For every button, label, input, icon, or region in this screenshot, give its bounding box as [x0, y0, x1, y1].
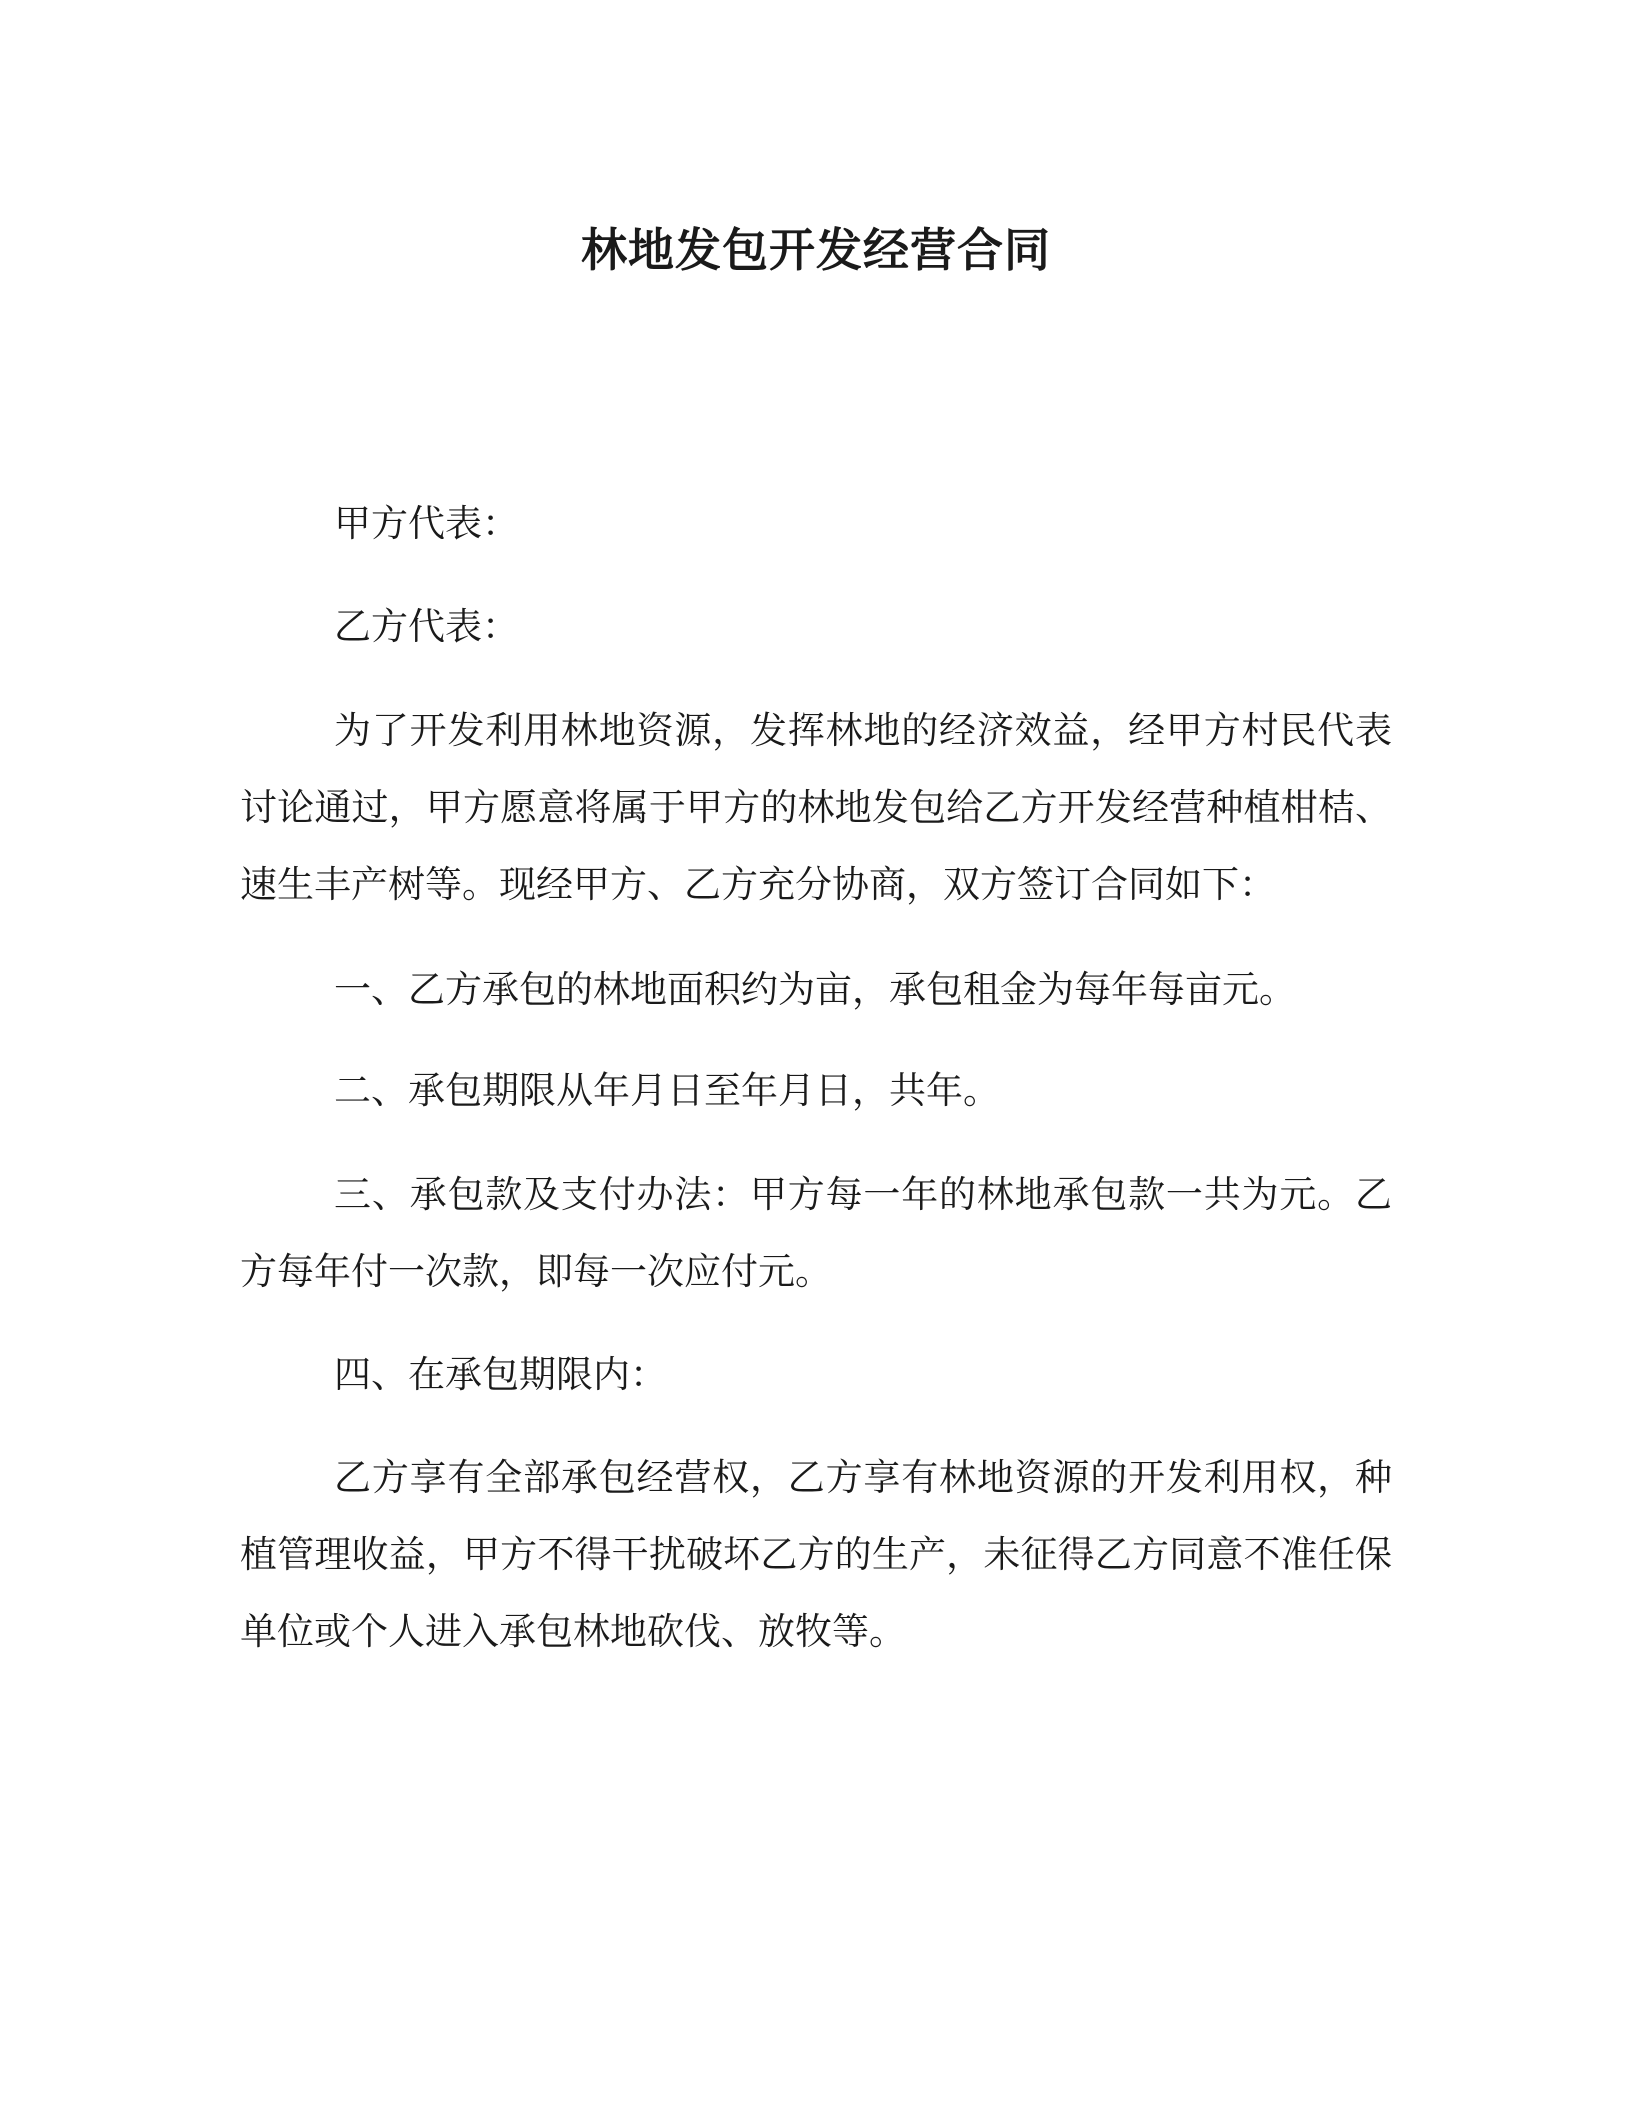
party-b-representative: 乙方代表：: [334, 605, 519, 648]
clause-2-term: 二、承包期限从年月日至年月日，共年。: [334, 1069, 1000, 1112]
party-a-representative: 甲方代表：: [334, 502, 519, 545]
clause-4-heading: 四、在承包期限内：: [334, 1353, 667, 1396]
contract-preamble: 为了开发利用林地资源，发挥林地的经济效益，经甲方村民代表讨论通过，甲方愿意将属于甲方的林地发包给乙方开发经营种植柑桔、速生丰产树等。现经甲方、乙方充分协商，双方签订合同如下：: [240, 709, 1392, 906]
clause-4-rights: 乙方享有全部承包经营权，乙方享有林地资源的开发利用权，种植管理收益，甲方不得干扰破坏乙方的生产，未征得乙方同意不准任保单位或个人进入承包林地砍伐、放牧等。: [240, 1456, 1392, 1653]
clause-1-area-and-rent: 一、乙方承包的林地面积约为亩，承包租金为每年每亩元。: [334, 968, 1296, 1011]
clause-3-payment: 三、承包款及支付办法：甲方每一年的林地承包款一共为元。乙方每年付一次款，即每一次应付元。: [240, 1173, 1392, 1293]
document-title: 林地发包开发经营合同: [581, 223, 1051, 277]
